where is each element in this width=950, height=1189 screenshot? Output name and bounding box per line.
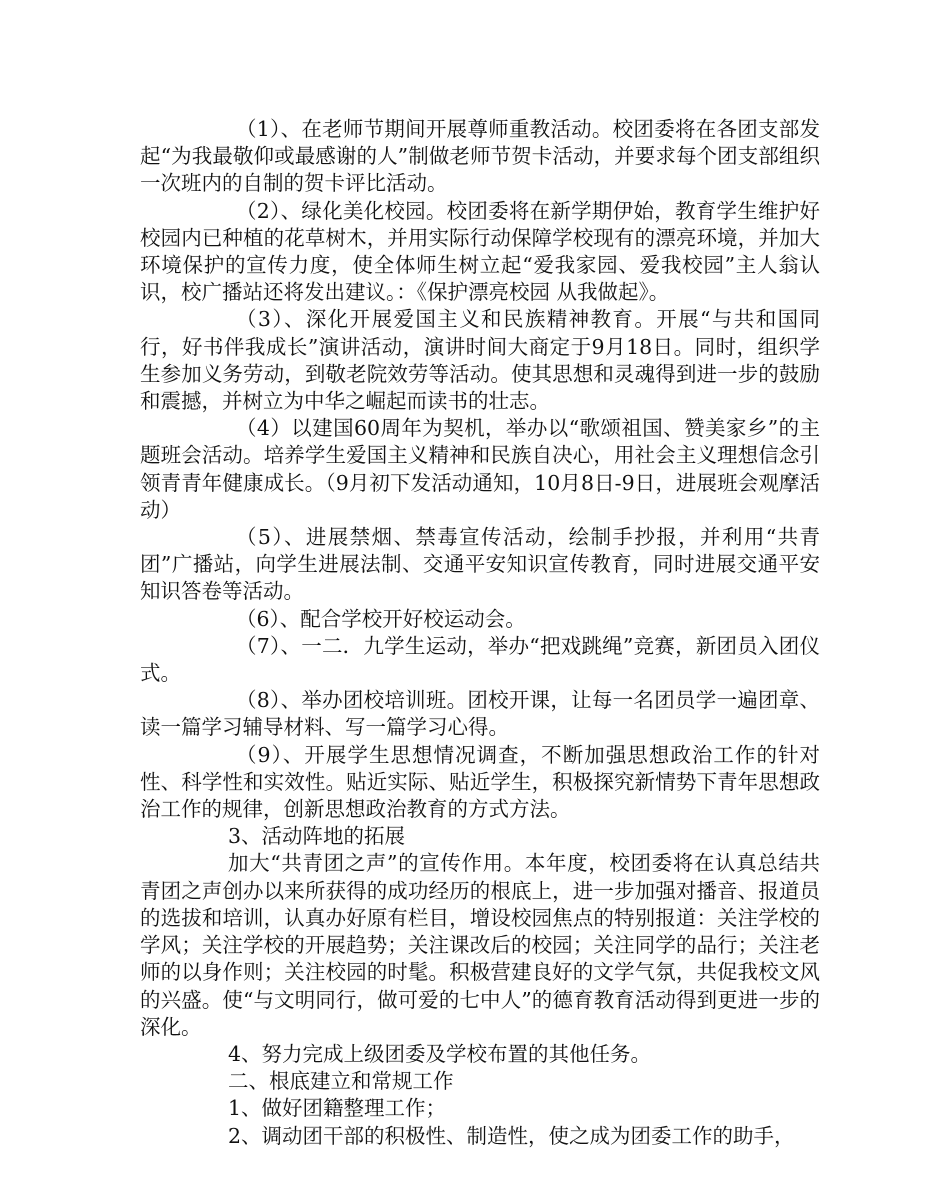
chapter-heading-2: 二、根底建立和常规工作: [228, 1069, 454, 1094]
paragraph-activity-9: （9）、开展学生思想情况调查，不断加强思想政治工作的针对性、科学性和实效性。贴近实际、贴近学生，积极探究新情势下青年思想政治工作的规律，创新思想政治教育的方式方法。: [140, 742, 820, 822]
list-item-1: 1、做好团籍整理工作；: [228, 1096, 447, 1121]
section-heading-4: 4、努力完成上级团委及学校布置的其他任务。: [228, 1041, 652, 1066]
section-heading-3: 3、活动阵地的拓展: [228, 824, 406, 849]
paragraph-activity-5: （5）、进展禁烟、禁毒宣传活动，绘制手抄报，并利用“共青团”广播站，向学生进展法制、交通平安知识宣传教育，同时进展交通平安知识答卷等活动。: [140, 525, 820, 604]
paragraph-activity-4: （4）以建国60周年为契机，举办以“歌颂祖国、赞美家乡”的主题班会活动。培养学生爱国主义精神和民族自决心，用社会主义理想信念引领青青年健康成长。（9月初下发活动通知，10月8日-9日，进展班会观摩活动）: [140, 416, 820, 522]
paragraph-activity-8: （8）、举办团校培训班。团校开课，让每一名团员学一遍团章、读一篇学习辅导材料、写一篇学习心得。: [140, 688, 820, 740]
paragraph-activity-7: （7）、一二．九学生运动，举办“把戏跳绳”竞赛，新团员入团仪式。: [140, 633, 820, 686]
paragraph-activity-1: （1）、在老师节期间开展尊师重教活动。校团委将在各团支部发起“为我最敬仰或最感谢的人”制做老师节贺卡活动，并要求每个团支部组织一次班内的自制的贺卡评比活动。: [140, 117, 820, 196]
document-body: [140, 116, 820, 1150]
paragraph-activity-2: （2）、绿化美化校园。校团委将在新学期伊始，教育学生维护好校园内已种植的花草树木，并用实际行动保障学校现有的漂亮环境，并加大环境保护的宣传力度，使全体师生树立起“爱我家园、爱我校园”主人翁认识，校广播站还将发出建议。：《保护漂亮校园 从我做起》。: [140, 198, 820, 305]
paragraph-activity-3: （3）、深化开展爱国主义和民族精神教育。开展“与共和国同行，好书伴我成长”演讲活动，演讲时间大商定于9月18日。同时，组织学生参加义务劳动，到敬老院效劳等活动。使其思想和灵魂得到进一步的鼓励和震撼，并树立为中华之崛起而读书的壮志。: [140, 307, 820, 414]
paragraph-broadcast: 加大“共青团之声”的宣传作用。本年度，校团委将在认真总结共青团之声创办以来所获得的成功经历的根底上，进一步加强对播音、报道员的选拔和培训，认真办好原有栏目，增设校园焦点的特别报道：关注学校的学风；关注学校的开展趋势；关注课改后的校园；关注同学的品行；关注老师的以身作则；关注校园的时髦。积极营建良好的文学气氛，共促我校文风的兴盛。使“与文明同行，做可爱的七中人”的德育教育活动得到更进一步的深化。: [140, 851, 820, 1039]
paragraph-activity-6: （6）、配合学校开好校运动会。: [236, 606, 526, 631]
list-item-2: 2、调动团干部的积极性、制造性，使之成为团委工作的助手，: [228, 1123, 795, 1148]
